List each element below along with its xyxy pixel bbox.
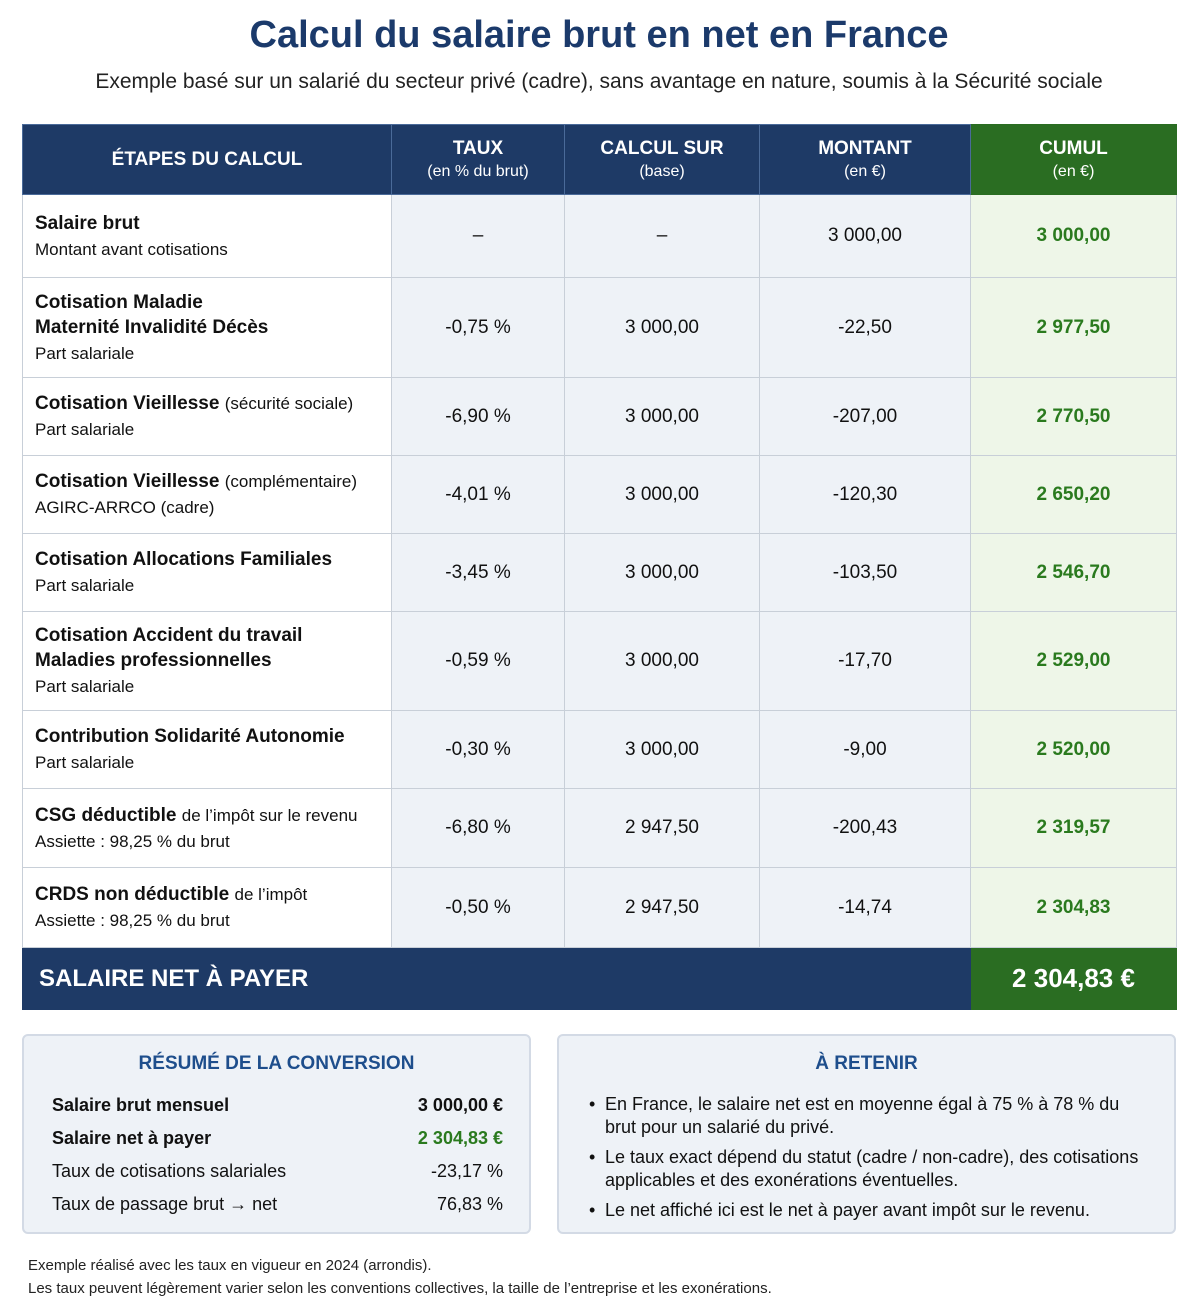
header-taux: TAUX (en % du brut): [392, 125, 565, 195]
cell-step: [23, 612, 392, 711]
cell-montant: -9,00: [760, 711, 971, 789]
step-detail: AGIRC-ARRCO (cadre): [35, 498, 215, 517]
cell-montant: -207,00: [760, 378, 971, 456]
cell-cumul: 2 977,50: [971, 278, 1177, 378]
step-qualifier: de l’impôt sur le revenu: [181, 805, 358, 825]
net-pay-value: 2 304,83 €: [971, 948, 1177, 1010]
step-name: CRDS non déductible de l’impôt: [35, 884, 308, 905]
table-row: [23, 195, 1177, 278]
step-qualifier: de l’impôt: [234, 885, 308, 904]
cell-cumul: 2 650,20: [971, 456, 1177, 534]
table-row: [23, 789, 1177, 868]
cell-base: 3 000,00: [565, 456, 760, 534]
cell-montant: 3 000,00: [760, 195, 971, 278]
cell-step: [23, 868, 392, 948]
step-detail: Assiette : 98,25 % du brut: [35, 831, 230, 851]
calculation-table: [22, 124, 1177, 1010]
cell-taux: -6,90 %: [392, 378, 565, 456]
table-row: [23, 534, 1177, 612]
retenir-title: À RETENIR: [815, 1053, 918, 1074]
cell-taux: -4,01 %: [392, 456, 565, 534]
cell-base: –: [565, 195, 760, 278]
step-detail: Part salariale: [35, 576, 135, 595]
step-detail: Assiette : 98,25 % du brut: [35, 911, 230, 930]
cell-base: 2 947,50: [565, 789, 760, 868]
step-name: Cotisation Maladie: [35, 291, 203, 313]
retenir-item: • En France, le salaire net est en moyenne égal à 75 % à 78 % du brut pour un salarié du privé.: [589, 1093, 1144, 1139]
table-body: [23, 195, 1177, 948]
summary-row: [24, 1122, 529, 1155]
summary-title: RÉSUMÉ DE LA CONVERSION: [138, 1053, 415, 1074]
step-name: Cotisation Vieillesse (complémentaire): [35, 471, 357, 492]
step-name: Cotisation Accident du travail: [35, 625, 303, 646]
retenir-item: • Le net affiché ici est le net à payer avant impôt sur le revenu.: [589, 1199, 1144, 1222]
step-name-line2: Maternité Invalidité Décès: [35, 316, 269, 338]
header-steps: ÉTAPES DU CALCUL: [23, 125, 392, 195]
cell-montant: -17,70: [760, 612, 971, 711]
cell-step: [23, 195, 392, 278]
cell-montant: -14,74: [760, 868, 971, 948]
table-row: [23, 612, 1177, 711]
step-name: Contribution Solidarité Autonomie: [35, 726, 345, 747]
cell-base: 3 000,00: [565, 711, 760, 789]
cell-cumul: 2 520,00: [971, 711, 1177, 789]
summary-label: Salaire brut mensuel: [52, 1095, 230, 1115]
cell-base: 3 000,00: [565, 278, 760, 378]
table-row: [23, 378, 1177, 456]
cell-cumul: 2 319,57: [971, 789, 1177, 868]
step-detail: Part salariale: [35, 753, 135, 772]
step-name: Salaire brut: [35, 212, 140, 234]
cell-taux: -3,45 %: [392, 534, 565, 612]
summary-label: Salaire net à payer: [52, 1128, 212, 1148]
summary-row: [24, 1089, 529, 1122]
cell-taux: –: [392, 195, 565, 278]
retenir-list: [589, 1093, 1144, 1222]
cell-taux: -6,80 %: [392, 789, 565, 868]
retenir-item: • Le taux exact dépend du statut (cadre / non-cadre), des cotisations applicables et des exonérations éventuelles.: [589, 1146, 1144, 1192]
page-title: Calcul du salaire brut en net en France: [249, 14, 949, 56]
net-pay-row: [23, 948, 1177, 1010]
step-name: Cotisation Vieillesse (sécurité sociale): [35, 393, 354, 414]
cell-step: [23, 534, 392, 612]
cell-cumul: 3 000,00: [971, 195, 1177, 278]
step-detail: Montant avant cotisations: [35, 239, 228, 259]
cell-step: [23, 456, 392, 534]
summary-label: Taux de cotisations salariales: [52, 1161, 287, 1181]
step-detail: Part salariale: [35, 420, 135, 439]
step-detail: Part salariale: [35, 343, 135, 363]
cell-taux: -0,59 %: [392, 612, 565, 711]
cell-base: 3 000,00: [565, 534, 760, 612]
table-row: [23, 456, 1177, 534]
step-name: CSG déductible de l’impôt sur le revenu: [35, 804, 358, 826]
cell-step: [23, 378, 392, 456]
header-montant: MONTANT (en €): [760, 125, 971, 195]
cell-step: [23, 711, 392, 789]
step-qualifier: (complémentaire): [224, 472, 357, 491]
retenir-box: [557, 1034, 1176, 1234]
footnote: Exemple réalisé avec les taux en vigueur en 2024 (arrondis).: [28, 1257, 432, 1274]
step-name: Cotisation Allocations Familiales: [35, 549, 333, 570]
cell-base: 2 947,50: [565, 868, 760, 948]
cell-cumul: 2 546,70: [971, 534, 1177, 612]
cell-step: [23, 789, 392, 868]
summary-value: -23,17 %: [430, 1161, 503, 1181]
cell-taux: -0,30 %: [392, 711, 565, 789]
summary-value: 3 000,00 €: [417, 1095, 503, 1115]
footnote: Les taux peuvent légèrement varier selon les conventions collectives, la taille de l’entreprise et les exonérations.: [28, 1280, 772, 1297]
cell-cumul: 2 304,83: [971, 868, 1177, 948]
cell-base: 3 000,00: [565, 378, 760, 456]
table-row: [23, 278, 1177, 378]
summary-row: [24, 1155, 529, 1188]
page-subtitle: Exemple basé sur un salarié du secteur privé (cadre), sans avantage en nature, soumis à la Sécurité sociale: [95, 70, 1103, 93]
cell-taux: -0,75 %: [392, 278, 565, 378]
step-name-line2: Maladies professionnelles: [35, 650, 272, 671]
table-row: [23, 868, 1177, 948]
summary-box: [22, 1034, 531, 1234]
cell-montant: -103,50: [760, 534, 971, 612]
table-header-row: [23, 125, 1177, 195]
summary-value: 76,83 %: [436, 1194, 503, 1214]
cell-cumul: 2 770,50: [971, 378, 1177, 456]
cell-base: 3 000,00: [565, 612, 760, 711]
summary-label: Taux de passage brut → net: [52, 1194, 278, 1214]
net-pay-label: SALAIRE NET À PAYER: [23, 948, 971, 1010]
step-qualifier: (sécurité sociale): [224, 394, 354, 413]
cell-cumul: 2 529,00: [971, 612, 1177, 711]
table-row: [23, 711, 1177, 789]
cell-montant: -200,43: [760, 789, 971, 868]
summary-row: [24, 1188, 529, 1221]
cell-montant: -120,30: [760, 456, 971, 534]
cell-step: [23, 278, 392, 378]
header-cumul: CUMUL (en €): [971, 125, 1177, 195]
header-base: CALCUL SUR (base): [565, 125, 760, 195]
cell-montant: -22,50: [760, 278, 971, 378]
summary-value: 2 304,83 €: [417, 1128, 503, 1148]
cell-taux: -0,50 %: [392, 868, 565, 948]
step-detail: Part salariale: [35, 677, 135, 696]
